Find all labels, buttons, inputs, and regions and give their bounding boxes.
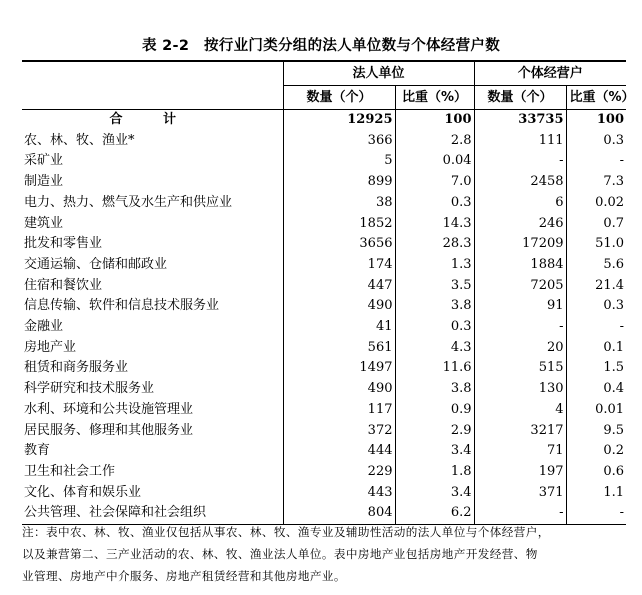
row-name: 农、林、牧、渔业* (24, 132, 135, 148)
table-row (22, 151, 626, 172)
household-count-cell: 515 (474, 358, 566, 379)
legal-count-cell: 804 (283, 503, 395, 524)
statistics-table (22, 60, 635, 525)
header-row-columns (22, 86, 626, 110)
row-name: 采矿业 (24, 153, 64, 169)
table-row (22, 421, 626, 442)
household-ratio-cell: 100 (566, 110, 626, 131)
row-name: 公共管理、社会保障和社会组织 (24, 505, 207, 521)
legal-ratio-cell: 0.3 (395, 193, 474, 214)
header-legal-ratio: 比重（%） (395, 86, 474, 110)
table-row (22, 214, 626, 235)
table-row (22, 296, 626, 317)
household-count-cell: 246 (474, 214, 566, 235)
legal-ratio-cell: 28.3 (395, 234, 474, 255)
household-count-cell: - (474, 151, 566, 172)
table-row (22, 358, 626, 379)
legal-ratio-cell: 3.4 (395, 441, 474, 462)
row-name: 房地产业 (24, 339, 77, 355)
legal-ratio-cell: 7.0 (395, 172, 474, 193)
row-name: 交通运输、仓储和邮政业 (24, 256, 168, 272)
table-row (22, 172, 626, 193)
household-ratio-cell: 0.4 (566, 379, 626, 400)
household-ratio-cell: 0.7 (566, 214, 626, 235)
statistics-table-container (22, 60, 635, 525)
household-count-cell: 20 (474, 338, 566, 359)
legal-ratio-cell: 100 (395, 110, 474, 131)
household-count-cell: 371 (474, 483, 566, 504)
household-ratio-cell: 0.2 (566, 441, 626, 462)
legal-ratio-cell: 3.8 (395, 296, 474, 317)
footnote-line: 以及兼营第二、三产业活动的农、林、牧、渔业法人单位。表中房地产业包括房地产开发经营、物 (22, 547, 538, 561)
footnote-line: 注：表中农、林、牧、渔业仅包括从事农、林、牧、渔专业及辅助性活动的法人单位与个体经营户， (22, 525, 550, 539)
household-count-cell: 197 (474, 462, 566, 483)
household-ratio-cell: 0.01 (566, 400, 626, 421)
header-individual-households: 个体经营户 (474, 61, 626, 86)
household-ratio-cell: - (566, 151, 626, 172)
row-name: 制造业 (24, 174, 64, 190)
household-ratio-cell: 51.0 (566, 234, 626, 255)
household-count-cell: 17209 (474, 234, 566, 255)
table-row (22, 317, 626, 338)
footnote-line: 业管理、房地产中介服务、房地产租赁经营和其他房地产业。 (22, 569, 346, 583)
row-name: 建筑业 (24, 215, 64, 231)
legal-count-cell: 1852 (283, 214, 395, 235)
legal-ratio-cell: 2.8 (395, 131, 474, 152)
header-blank (22, 61, 283, 86)
table-row (22, 483, 626, 504)
legal-ratio-cell: 4.3 (395, 338, 474, 359)
household-ratio-cell: - (566, 317, 626, 338)
row-name: 文化、体育和娱乐业 (24, 484, 142, 500)
table-row (22, 400, 626, 421)
row-name: 信息传输、软件和信息技术服务业 (24, 298, 220, 314)
household-count-cell: - (474, 317, 566, 338)
household-ratio-cell: 21.4 (566, 276, 626, 297)
table-row (22, 193, 626, 214)
table-row (22, 255, 626, 276)
table-title: 表 2-2 按行业门类分组的法人单位数与个体经营户数 (141, 38, 501, 54)
table-footnote (22, 521, 626, 587)
table-row (22, 379, 626, 400)
legal-ratio-cell: 6.2 (395, 503, 474, 524)
household-count-cell: 3217 (474, 421, 566, 442)
household-count-cell: 33735 (474, 110, 566, 131)
table-row-total (22, 110, 626, 131)
household-count-cell: 130 (474, 379, 566, 400)
legal-count-cell: 1497 (283, 358, 395, 379)
legal-count-cell: 5 (283, 151, 395, 172)
legal-ratio-cell: 14.3 (395, 214, 474, 235)
household-ratio-cell: 9.5 (566, 421, 626, 442)
legal-ratio-cell: 3.5 (395, 276, 474, 297)
row-name: 科学研究和技术服务业 (24, 381, 155, 397)
row-name: 水利、环境和公共设施管理业 (24, 401, 194, 417)
household-ratio-cell: 0.3 (566, 131, 626, 152)
legal-ratio-cell: 3.8 (395, 379, 474, 400)
header-household-ratio: 比重（%） (566, 86, 626, 110)
legal-count-cell: 174 (283, 255, 395, 276)
legal-count-cell: 366 (283, 131, 395, 152)
legal-count-cell: 447 (283, 276, 395, 297)
legal-ratio-cell: 2.9 (395, 421, 474, 442)
household-ratio-cell: 0.02 (566, 193, 626, 214)
household-ratio-cell: - (566, 503, 626, 524)
household-count-cell: 1884 (474, 255, 566, 276)
row-name: 电力、热力、燃气及水生产和供应业 (24, 194, 233, 210)
household-ratio-cell: 1.5 (566, 358, 626, 379)
household-ratio-cell: 7.3 (566, 172, 626, 193)
household-count-cell: 71 (474, 441, 566, 462)
legal-count-cell: 490 (283, 379, 395, 400)
household-ratio-cell: 5.6 (566, 255, 626, 276)
legal-count-cell: 444 (283, 441, 395, 462)
row-name: 教育 (24, 443, 51, 459)
header-row-groups (22, 61, 626, 86)
header-household-count: 数量（个） (474, 86, 566, 110)
household-count-cell: - (474, 503, 566, 524)
legal-ratio-cell: 3.4 (395, 483, 474, 504)
row-name: 金融业 (24, 319, 64, 335)
legal-count-cell: 3656 (283, 234, 395, 255)
legal-count-cell: 12925 (283, 110, 395, 131)
legal-count-cell: 229 (283, 462, 395, 483)
header-legal-units: 法人单位 (283, 61, 474, 86)
household-count-cell: 2458 (474, 172, 566, 193)
row-name: 租赁和商务服务业 (24, 360, 129, 376)
legal-count-cell: 561 (283, 338, 395, 359)
table-row (22, 441, 626, 462)
household-ratio-cell: 1.1 (566, 483, 626, 504)
header-legal-count: 数量（个） (283, 86, 395, 110)
legal-ratio-cell: 11.6 (395, 358, 474, 379)
household-count-cell: 111 (474, 131, 566, 152)
legal-count-cell: 899 (283, 172, 395, 193)
legal-ratio-cell: 1.8 (395, 462, 474, 483)
household-ratio-cell: 0.1 (566, 338, 626, 359)
legal-ratio-cell: 0.9 (395, 400, 474, 421)
legal-ratio-cell: 0.04 (395, 151, 474, 172)
household-count-cell: 7205 (474, 276, 566, 297)
table-row (22, 234, 626, 255)
row-name: 居民服务、修理和其他服务业 (24, 422, 194, 438)
legal-count-cell: 38 (283, 193, 395, 214)
legal-count-cell: 490 (283, 296, 395, 317)
table-row (22, 131, 626, 152)
legal-count-cell: 41 (283, 317, 395, 338)
table-row (22, 276, 626, 297)
row-name: 批发和零售业 (24, 236, 103, 252)
table-row (22, 338, 626, 359)
household-count-cell: 6 (474, 193, 566, 214)
row-name: 卫生和社会工作 (24, 463, 116, 479)
row-name: 住宿和餐饮业 (24, 277, 103, 293)
legal-count-cell: 117 (283, 400, 395, 421)
household-ratio-cell: 0.6 (566, 462, 626, 483)
legal-count-cell: 443 (283, 483, 395, 504)
legal-count-cell: 372 (283, 421, 395, 442)
legal-ratio-cell: 1.3 (395, 255, 474, 276)
household-count-cell: 4 (474, 400, 566, 421)
row-name: 合 计 (109, 112, 195, 127)
household-count-cell: 91 (474, 296, 566, 317)
household-ratio-cell: 0.3 (566, 296, 626, 317)
table-row (22, 462, 626, 483)
header-blank-2 (22, 86, 283, 110)
legal-ratio-cell: 0.3 (395, 317, 474, 338)
